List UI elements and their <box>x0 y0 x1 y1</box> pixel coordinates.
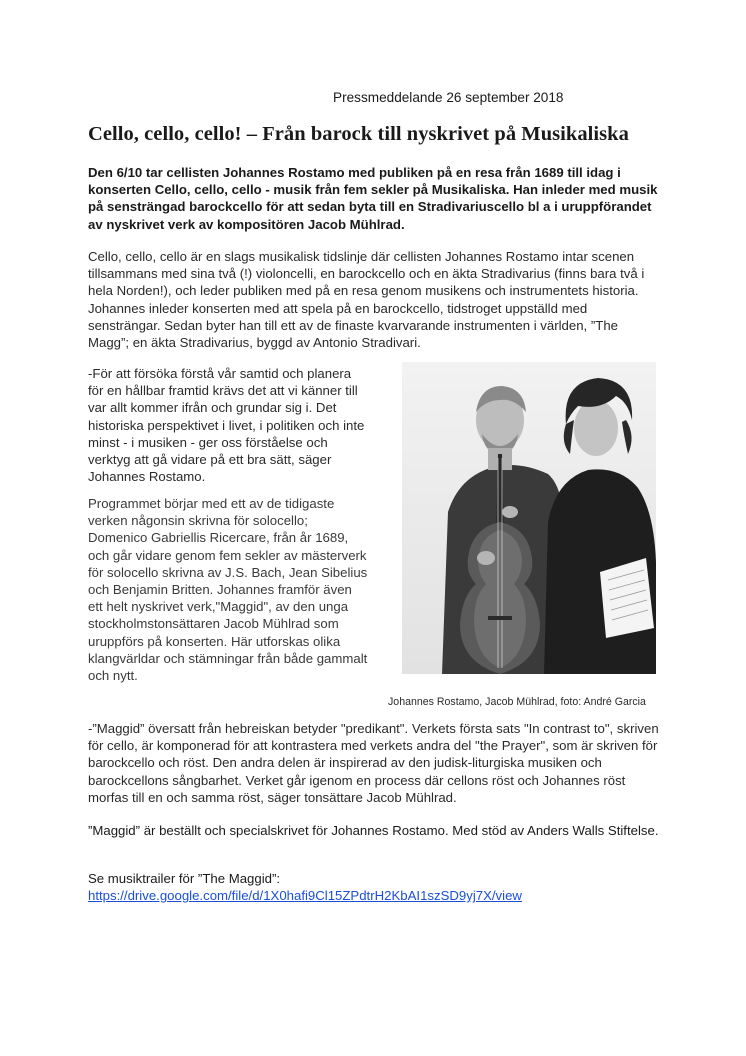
lead-paragraph: Den 6/10 tar cellisten Johannes Rostamo med publiken på en resa från 1689 till idag i konserten Cello, cello, cello - musik från fem sekler på Musikaliska. Han inleder med musik på sensträngad barockcello för att sedan byta till en Stradivariuscello bl a i uruppförandet av nyskrivet verk av kompositören Jacob Mühlrad. <box>88 165 658 232</box>
page-title: Cello, cello, cello! – Från barock till nyskrivet på Musikaliska <box>88 123 629 145</box>
muhlrad-quote-paragraph: -”Maggid” översatt från hebreiskan betyder "predikant". Verkets första sats "In contrast to", skriven för cello, är komponerad för att kontrastera med verkets andra del "the Prayer", som är skriven för barockcello och röst. Den andra delen är inspirerad av den judisk-liturgiska musiken och barockcellons sångbarhet. Verket går igenom en process där cellons röst och Johannes röst morfas till en och samma röst, säger tonsättare Jacob Mühlrad. <box>88 721 659 805</box>
trailer-label: Se musiktrailer för ”The Maggid”: <box>88 871 281 886</box>
intro-paragraph: Cello, cello, cello är en slags musikalisk tidslinje där cellisten Johannes Rostamo intar scenen tillsammans med sina två (!) violoncelli, en barockcello och en äkta Stradivarius (finns bara två i hela Norden!), och leder publiken med på en resa genom musikens och instrumentets historia. Johannes inleder konserten med att spela på en barockcello, tidstroget uppställd med sensträngar. Sedan byter han till ett av de finaste kvarvarande instrumenten i världen, ”The Magg”; en äkta Stradivarius, byggd av Antonio Stradivari. <box>88 249 645 351</box>
musicians-photo <box>402 362 656 674</box>
photo-illustration <box>402 362 656 674</box>
photo-caption: Johannes Rostamo, Jacob Mühlrad, foto: André Garcia <box>388 696 646 708</box>
dateline: Pressmeddelande 26 september 2018 <box>333 90 564 105</box>
trailer-section <box>88 870 660 904</box>
trailer-link[interactable]: https://drive.google.com/file/d/1X0hafi9Cl15ZPdtrH2KbAI1szSD9yj7X/view <box>88 888 522 904</box>
rostamo-quote-paragraph: -För att försöka förstå vår samtid och planera för en hållbar framtid krävs det att vi känner till var allt kommer ifrån och grundar sig i. Det historiska perspektivet i livet, i politiken och inte minst - i musiken - ger oss förståelse och verktyg att gå vidare på ett bra sätt, säger Johannes Rostamo. <box>88 366 365 485</box>
program-paragraph: Programmet börjar med ett av de tidigaste verken någonsin skrivna för solocello; Domenico Gabriellis Ricercare, från år 1689, och går vidare genom fem sekler av mästerverk för solocello skrivna av J.S. Bach, Jean Sibelius och Benjamin Britten. Johannes framför även ett helt nyskrivet verk,"Maggid", av den unga stockholmstonsättaren Jacob Mühlrad som uruppförs på konserten. Här utforskas olika klangvärldar och stämningar från både gammalt och nytt. <box>88 496 368 684</box>
commission-paragraph: ”Maggid” är beställt och specialskrivet för Johannes Rostamo. Med stöd av Anders Walls Stiftelse. <box>88 823 659 838</box>
